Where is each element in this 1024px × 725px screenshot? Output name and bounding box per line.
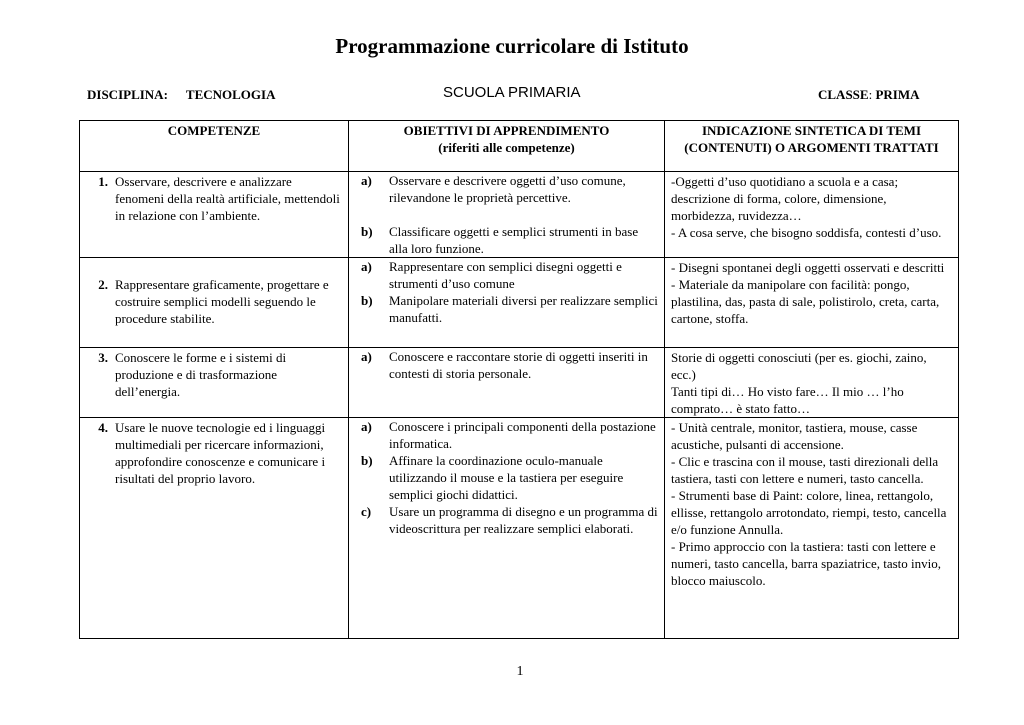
page-number: 1 bbox=[516, 664, 524, 679]
objective-letter: a) bbox=[361, 419, 372, 434]
objective-text: Affinare la coordinazione oculo-manuale utilizzando il mouse e la tastiera per eseguire semplici giochi didattici. bbox=[389, 453, 624, 502]
header-competenze bbox=[80, 121, 349, 172]
class-label: CLASSE bbox=[818, 87, 869, 102]
objective-text: Rappresentare con semplici disegni oggetti e strumenti d’uso comune bbox=[389, 259, 622, 291]
header-competenze-text: COMPETENZE bbox=[167, 123, 261, 138]
topic-text: - A cosa serve, che bisogno soddisfa, contesti d’uso. bbox=[671, 225, 942, 240]
objective-letter: b) bbox=[361, 453, 373, 468]
objective-text: Osservare e descrivere oggetti d’uso comune, rilevandone le proprietà percettive. bbox=[389, 173, 626, 205]
objective-letter: b) bbox=[361, 224, 373, 239]
topic-text: - Primo approccio con la tastiera: tasti con lettere e numeri, tasto cancella, barra spaziatrice, tasto invio, blocco maiuscolo. bbox=[671, 539, 941, 588]
objectives-cell bbox=[349, 172, 665, 258]
header-indicazione-text: INDICAZIONE SINTETICA DI TEMI (CONTENUTI) O ARGOMENTI TRATTATI bbox=[684, 123, 939, 155]
objectives-cell bbox=[349, 418, 665, 639]
objectives-cell bbox=[349, 258, 665, 348]
table-row bbox=[80, 348, 959, 418]
competence-cell bbox=[80, 348, 349, 418]
competence-number: 1. bbox=[98, 174, 108, 189]
header-obiettivi-line2: (riferiti alle competenze) bbox=[438, 140, 575, 155]
topics-cell bbox=[665, 258, 959, 348]
table-row bbox=[80, 172, 959, 258]
header-obiettivi bbox=[349, 121, 665, 172]
competence-text: Usare le nuove tecnologie ed i linguaggi multimediali per ricercare informazioni, approfondire conoscenze e comunicare i risultati del proprio lavoro. bbox=[115, 420, 326, 486]
objective-letter: a) bbox=[361, 259, 372, 274]
objective-text: Manipolare materiali diversi per realizzare semplici manufatti. bbox=[389, 293, 658, 325]
objective-letter: a) bbox=[361, 349, 372, 364]
header-indicazione bbox=[665, 121, 959, 172]
topics-cell bbox=[665, 418, 959, 639]
objective-letter: a) bbox=[361, 173, 372, 188]
discipline-info bbox=[87, 87, 275, 103]
table-row bbox=[80, 418, 959, 639]
competence-cell bbox=[80, 172, 349, 258]
discipline-value: TECNOLOGIA bbox=[185, 87, 276, 102]
topic-text: -Oggetti d’uso quotidiano a scuola e a casa; descrizione di forma, colore, dimensione, morbidezza, ruvidezza… bbox=[671, 174, 899, 223]
competence-number: 2. bbox=[98, 277, 108, 292]
document-title: Programmazione curricolare di Istituto bbox=[335, 34, 689, 58]
school-level: SCUOLA PRIMARIA bbox=[443, 84, 581, 101]
competence-text: Rappresentare graficamente, progettare e costruire semplici modelli seguendo le procedure stabilite. bbox=[115, 277, 329, 326]
class-value: PRIMA bbox=[875, 87, 920, 102]
competence-cell bbox=[80, 258, 349, 348]
competence-text: Osservare, descrivere e analizzare fenomeni della realtà artificiale, mettendoli in relazione con l’ambiente. bbox=[115, 174, 340, 223]
topic-text: - Strumenti base di Paint: colore, linea, rettangolo, ellisse, rettangolo arrotondato, riempi, testo, cancella e/o funzione Annulla. bbox=[671, 488, 947, 537]
topic-text: - Clic e trascina con il mouse, tasti direzionali della tastiera, tasti con lettere e numeri, tasto cancella. bbox=[671, 454, 939, 486]
topics-cell bbox=[665, 348, 959, 418]
objective-text: Conoscere i principali componenti della postazione informatica. bbox=[389, 419, 656, 451]
objectives-cell bbox=[349, 348, 665, 418]
discipline-label: DISCIPLINA: bbox=[87, 87, 168, 102]
table-row bbox=[80, 258, 959, 348]
objective-text: Usare un programma di disegno e un programma di videoscrittura per realizzare semplici elaborati. bbox=[389, 504, 658, 536]
curriculum-table bbox=[79, 120, 959, 639]
objective-letter: c) bbox=[361, 504, 372, 519]
class-info bbox=[818, 87, 920, 103]
competence-number: 3. bbox=[98, 350, 108, 365]
topic-text: Tanti tipi di… Ho visto fare… Il mio … l’ho comprato… è stato fatto… bbox=[671, 384, 904, 416]
class-colon: : bbox=[868, 87, 873, 102]
topic-text: - Unità centrale, monitor, tastiera, mouse, casse acustiche, pulsanti di accensione. bbox=[671, 420, 918, 452]
objective-text: Conoscere e raccontare storie di oggetti inseriti in contesti di storia personale. bbox=[389, 349, 648, 381]
table-header-row bbox=[80, 121, 959, 172]
competence-text: Conoscere le forme e i sistemi di produzione e di trasformazione dell’energia. bbox=[115, 350, 287, 399]
objective-text: Classificare oggetti e semplici strumenti in base alla loro funzione. bbox=[389, 224, 639, 256]
header-obiettivi-line1: OBIETTIVI DI APPRENDIMENTO bbox=[403, 123, 610, 138]
topics-cell bbox=[665, 172, 959, 258]
competence-cell bbox=[80, 418, 349, 639]
topic-text: - Disegni spontanei degli oggetti osservati e descritti bbox=[671, 260, 945, 275]
competence-number: 4. bbox=[98, 420, 108, 435]
objective-letter: b) bbox=[361, 293, 373, 308]
topic-text: Storie di oggetti conosciuti (per es. giochi, zaino, ecc.) bbox=[671, 350, 927, 382]
header-info bbox=[0, 86, 1024, 106]
topic-text: - Materiale da manipolare con facilità: pongo, plastilina, das, pasta di sale, polistirolo, creta, carta, cartone, stoffa. bbox=[671, 277, 940, 326]
